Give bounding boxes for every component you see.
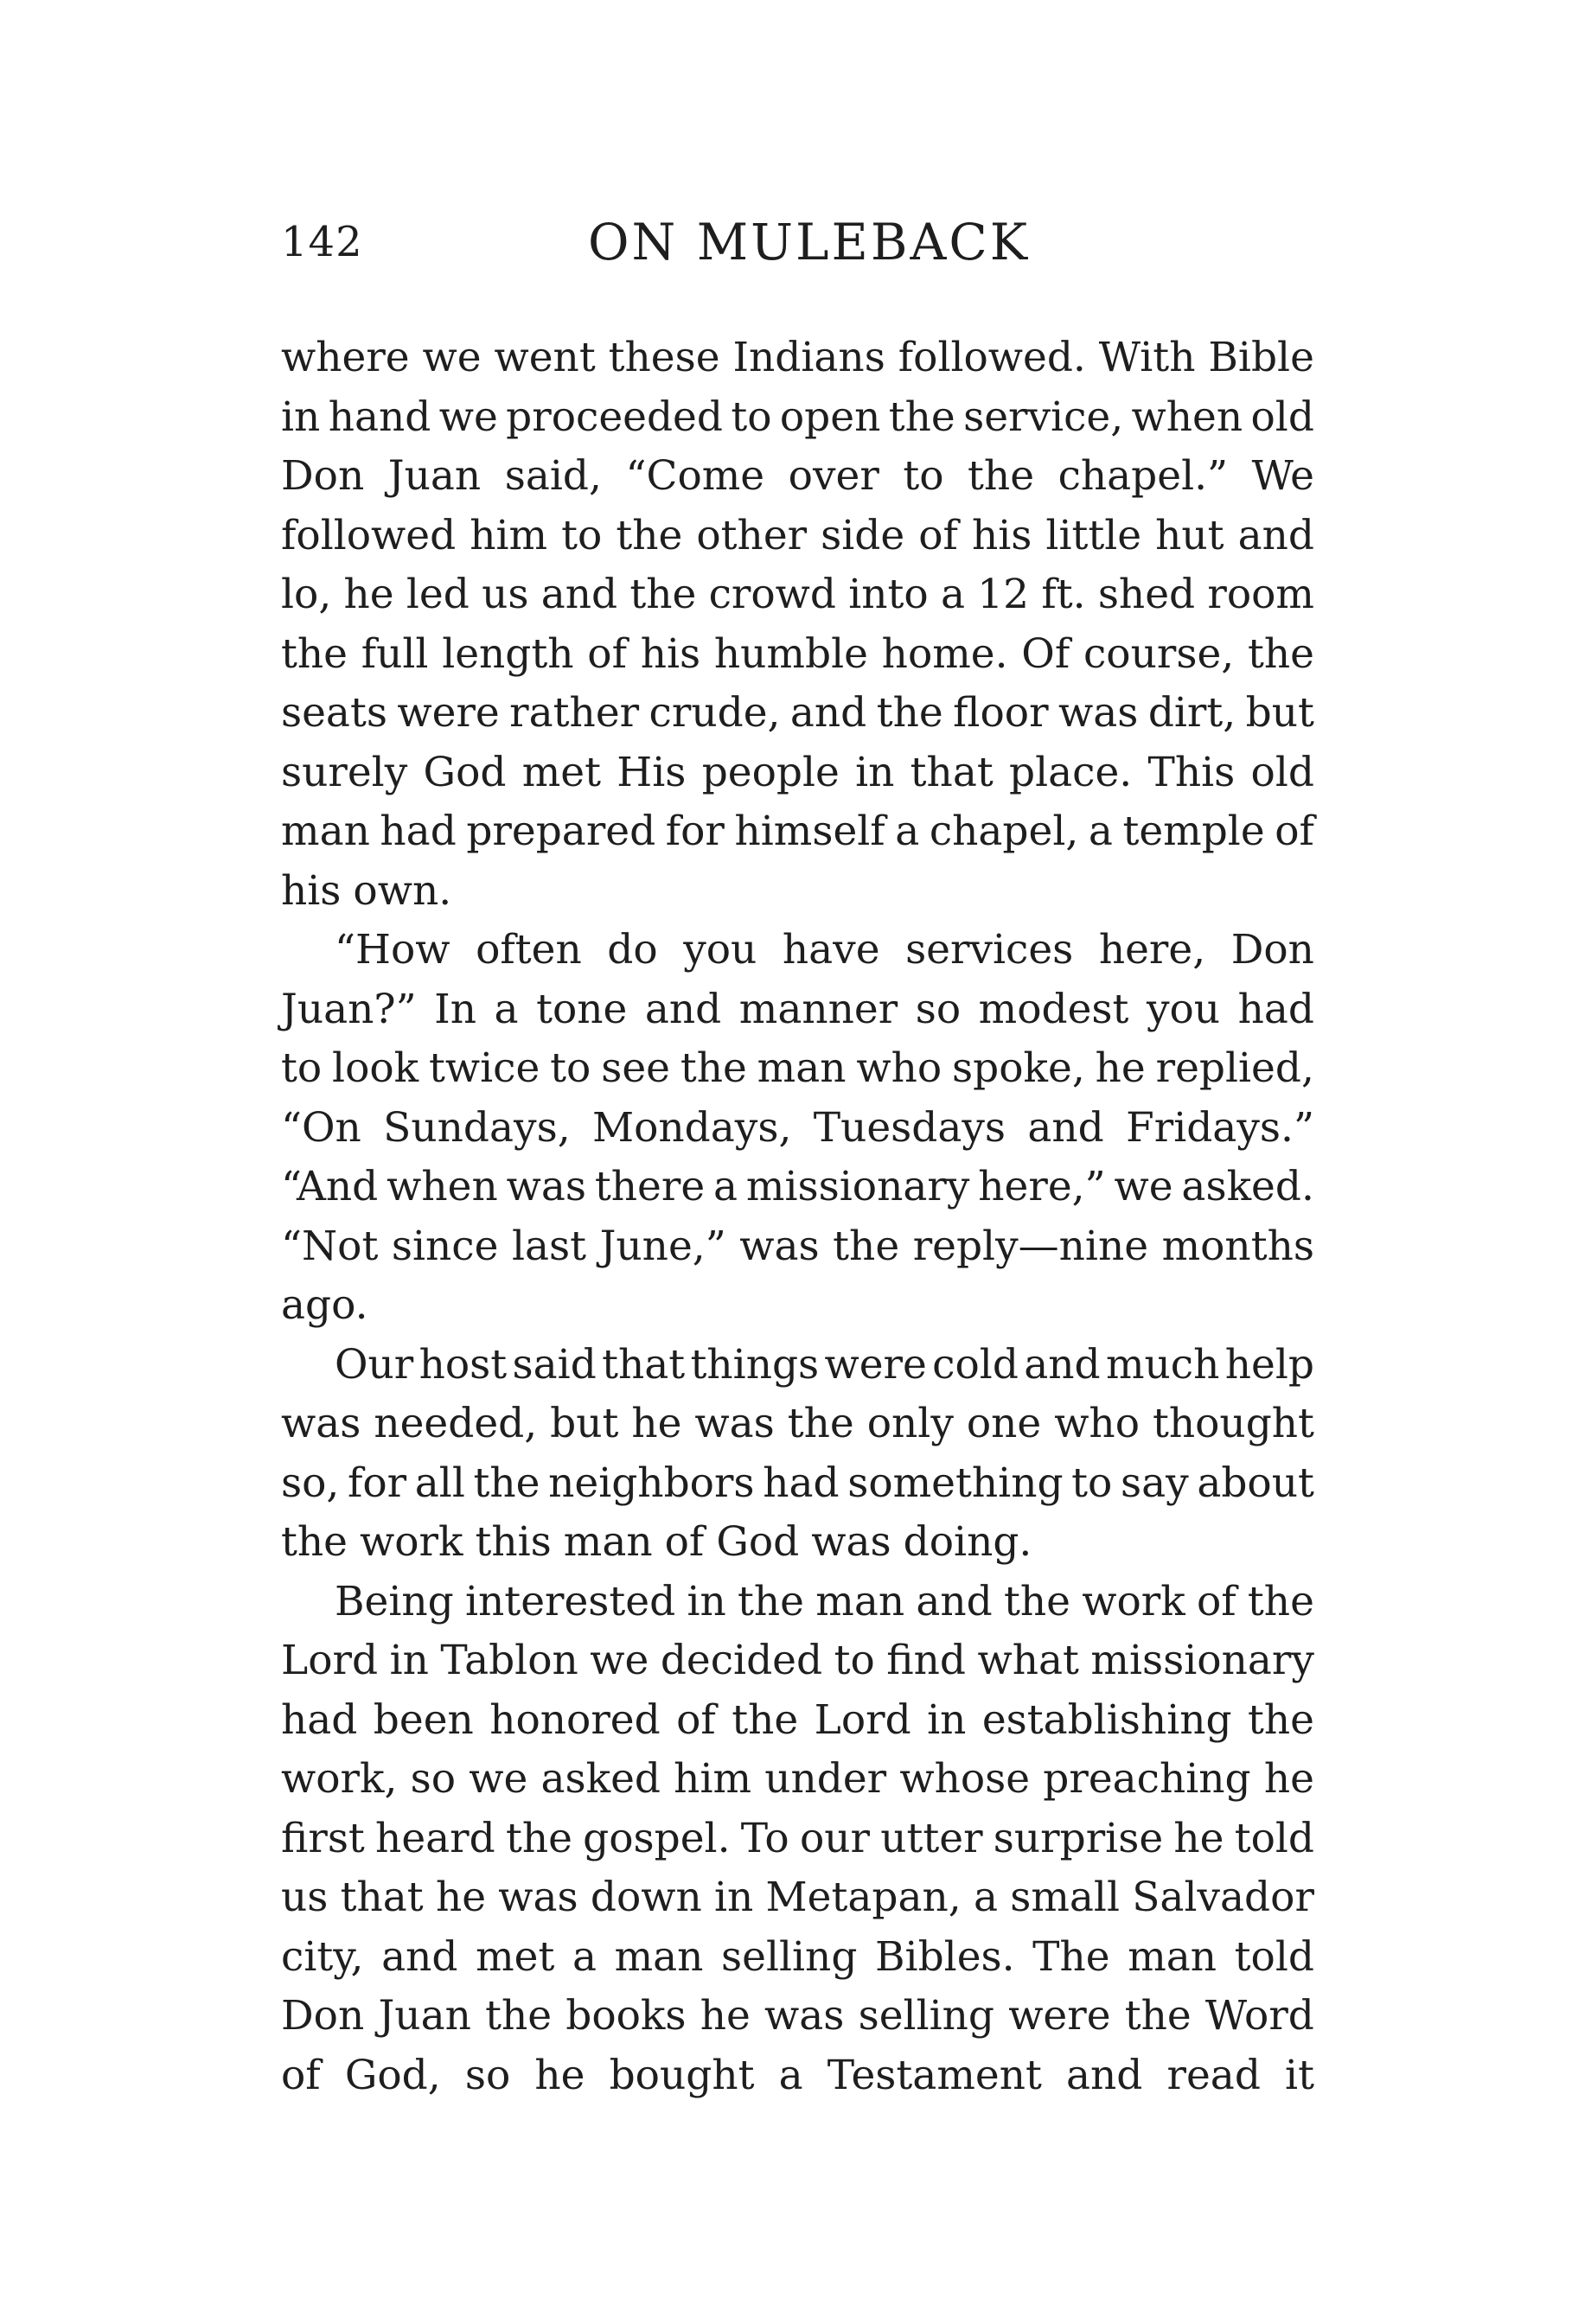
text-line: “On Sundays, Mondays, Tuesdays and Fridays.” [281,1103,1314,1152]
text-line: seats were rather crude, and the floor was dirt, but [281,689,1314,737]
page-number: 142 [281,218,363,266]
text-line: Lord in Tablon we decided to find what missionary [281,1637,1314,1684]
text-line: Don Juan the books he was selling were the Word [281,1992,1314,2040]
text-line: us that he was down in Metapan, a small Salvador [281,1874,1314,1921]
text-line: his own. [281,866,452,915]
text-line: followed him to the other side of his little hut and [281,511,1314,559]
text-line: Juan?” In a tone and manner so modest you had [281,985,1314,1033]
text-line: first heard the gospel. To our utter surprise he told [281,1814,1314,1862]
text-line: work, so we asked him under whose preaching he [281,1755,1314,1803]
text-line: man had prepared for himself a chapel, a temple of [281,808,1314,855]
text-line: Being interested in the man and the work of the [335,1577,1314,1625]
text-line: was needed, but he was the only one who thought [281,1400,1314,1447]
text-line: so, for all the neighbors had something to say about [281,1459,1314,1507]
text-line: surely God met His people in that place. This old [281,748,1314,796]
running-title: ON MULEBACK [588,213,1031,271]
text-line: “How often do you have services here, Don [335,926,1314,974]
text-line: to look twice to see the man who spoke, he replied, [281,1044,1314,1092]
text-line: Don Juan said, “Come over to the chapel.” We [281,452,1314,500]
text-line: in hand we proceeded to open the service, when old [281,393,1314,441]
text-line: ago. [281,1281,368,1329]
text-line: Our host said that things were cold and much help [335,1340,1314,1389]
text-line: “And when was there a missionary here,” we asked. [281,1163,1314,1210]
body-text [281,329,1314,2105]
text-line: the work this man of God was doing. [281,1518,1032,1566]
text-line: city, and met a man selling Bibles. The man told [281,1932,1314,1981]
text-line: the full length of his humble home. Of course, the [281,629,1314,678]
text-line: “Not since last June,” was the reply—nine months [281,1222,1314,1270]
text-line: lo, he led us and the crowd into a 12 ft. shed room [281,571,1314,618]
text-line: had been honored of the Lord in establishing the [281,1695,1314,1744]
text-line: of God, so he bought a Testament and read it [281,2051,1314,2099]
text-line: where we went these Indians followed. With Bible [281,334,1314,381]
running-head [281,208,1319,277]
